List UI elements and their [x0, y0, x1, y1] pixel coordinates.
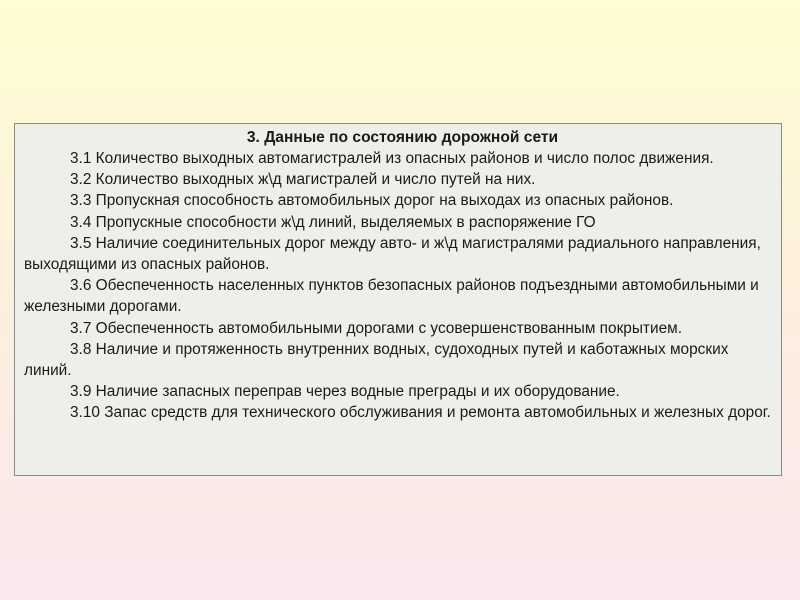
list-item: 3.9 Наличие запасных переправ через водные преграды и их оборудование.	[70, 383, 620, 401]
list-item: 3.8 Наличие и протяженность внутренних водных, судоходных путей и каботажных морских линий.	[24, 340, 729, 380]
list-item: 3.4 Пропускные способности ж\д линий, выделяемых в распоряжение ГО	[70, 213, 596, 231]
list-item: 3.5 Наличие соединительных дорог между авто- и ж\д магистралями радиального направления, выходящими из опасных районов.	[24, 234, 761, 274]
section-heading: 3. Данные по состоянию дорожной сети	[246, 129, 559, 146]
list-item: 3.7 Обеспеченность автомобильными дорогами с усовершенствованным покрытием.	[70, 319, 682, 337]
content-textbox	[14, 123, 782, 476]
list-item: 3.1 Количество выходных автомагистралей из опасных районов и число полос движения.	[70, 150, 714, 167]
list-item: 3.3 Пропускная способность автомобильных дорог на выходах из опасных районов.	[70, 192, 674, 210]
list-item: 3.10 Запас средств для технического обслуживания и ремонта автомобильных и железных дорог.	[70, 404, 771, 422]
list-item: 3.6 Обеспеченность населенных пунктов безопасных районов подъездными автомобильными и железными дорогами.	[24, 277, 759, 316]
list-item: 3.2 Количество выходных ж\д магистралей и число путей на них.	[70, 171, 536, 189]
